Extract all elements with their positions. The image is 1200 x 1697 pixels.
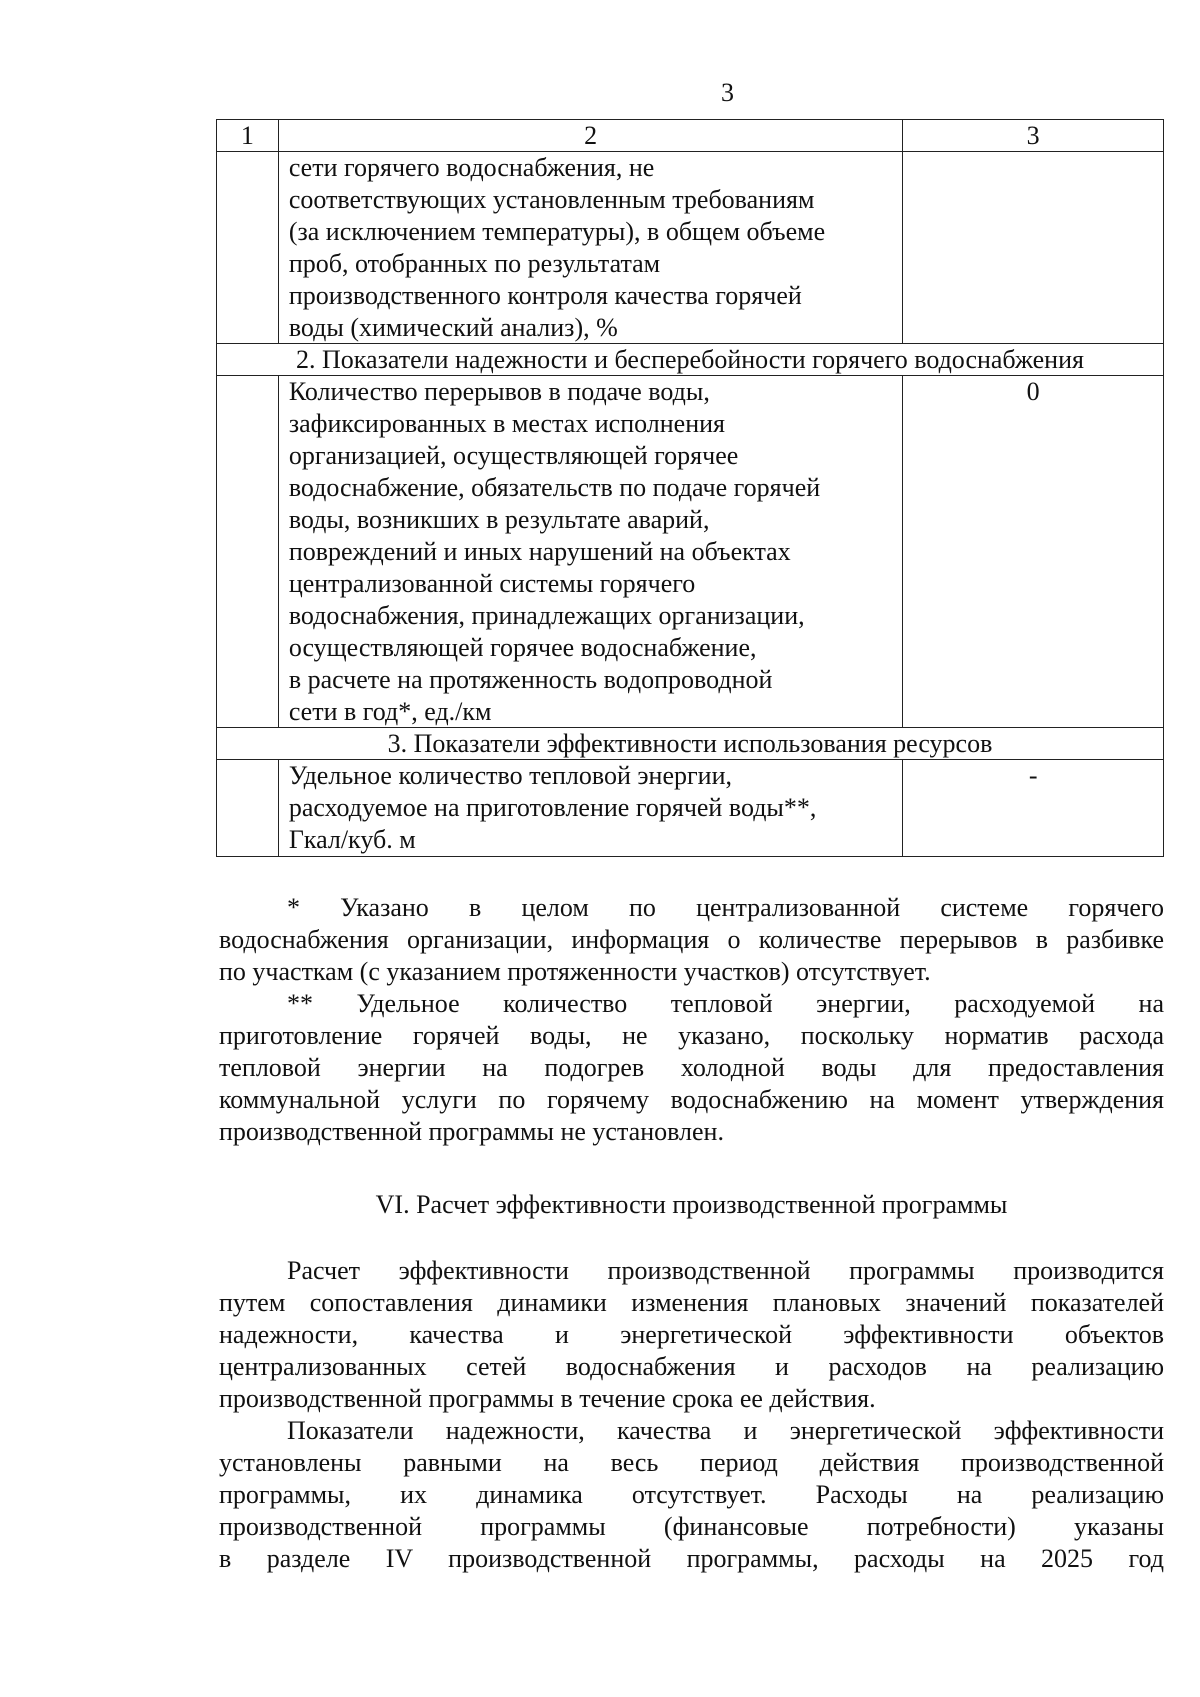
description-line: в расчете на протяженность водопроводной [288, 664, 773, 694]
table-header-cell: 2 [278, 120, 903, 152]
footnote-line: водоснабжения организации, информация о количестве перерывов в разбивке [219, 925, 1164, 954]
description-line: зафиксированных в местах исполнения [288, 409, 726, 439]
description-line: повреждений и иных нарушений на объектах [288, 536, 791, 566]
indicator-description-cell [278, 760, 903, 857]
paragraph-line: Расчет эффективности производственной программы производится [287, 1256, 1164, 1285]
description-line: производственного контроля качества горячей [288, 280, 802, 310]
description-line: Гкал/куб. м [288, 825, 416, 855]
paragraph-line: производственной программы в течение срока ее действия. [219, 1384, 876, 1413]
indicator-description-cell [278, 376, 903, 728]
table-section-row [217, 344, 1164, 376]
paragraph-line: в разделе IV производственной программы, расходы на 2025 год [219, 1544, 1164, 1573]
indicators-table [216, 119, 1164, 857]
section-title: VI. Расчет эффективности производственной программы [375, 1190, 1008, 1219]
paragraph-line: производственной программы (финансовые потребности) указаны [219, 1512, 1164, 1541]
description-line: проб, отобранных по результатам [288, 248, 661, 278]
description-line: воды, возникших в результате аварий, [288, 505, 710, 535]
indicator-value-cell: - [903, 760, 1164, 857]
paragraph-line: установлены равными на весь период действия производственной [219, 1448, 1164, 1477]
section-heading-cell: 2. Показатели надежности и бесперебойности горячего водоснабжения [217, 344, 1164, 376]
table-row [217, 376, 1164, 728]
table-section-row [217, 728, 1164, 760]
paragraph-line: Показатели надежности, качества и энергетической эффективности [287, 1416, 1164, 1445]
footnote-line: ** Удельное количество тепловой энергии, расходуемой на [287, 989, 1164, 1018]
row-number-cell [217, 760, 279, 857]
description-line: Количество перерывов в подаче воды, [288, 377, 710, 407]
indicator-value-cell: 0 [903, 376, 1164, 728]
description-line: водоснабжение, обязательств по подаче горячей [288, 473, 821, 503]
footnote [219, 988, 1164, 1148]
body-paragraphs [219, 1255, 1164, 1575]
table-row [217, 760, 1164, 857]
table-header-cell: 1 [217, 120, 279, 152]
section-heading-cell: 3. Показатели эффективности использования ресурсов [217, 728, 1164, 760]
footnote-line: тепловой энергии на подогрев холодной воды для предоставления [219, 1053, 1164, 1082]
table-header-cell: 3 [903, 120, 1164, 152]
footnote-line: приготовление горячей воды, не указано, поскольку норматив расхода [219, 1021, 1164, 1050]
description-line: соответствующих установленным требованиям [288, 184, 815, 214]
description-line: Удельное количество тепловой энергии, [288, 761, 732, 791]
description-line: расходуемое на приготовление горячей воды**, [288, 793, 817, 823]
footnotes [219, 892, 1164, 1148]
footnote [219, 892, 1164, 988]
description-line: сети горячего водоснабжения, не [288, 153, 655, 182]
description-line: (за исключением температуры), в общем объеме [288, 216, 826, 246]
indicator-value-cell [903, 152, 1164, 344]
footnote-line: коммунальной услуги по горячему водоснабжению на момент утверждения [219, 1085, 1164, 1114]
paragraph-line: путем сопоставления динамики изменения плановых значений показателей [219, 1288, 1164, 1317]
paragraph-line: централизованных сетей водоснабжения и расходов на реализацию [219, 1352, 1164, 1381]
footnote-line: производственной программы не установлен. [219, 1117, 724, 1146]
description-line: централизованной системы горячего [288, 568, 696, 598]
description-line: осуществляющей горячее водоснабжение, [288, 632, 757, 662]
paragraph-line: надежности, качества и энергетической эффективности объектов [219, 1320, 1164, 1349]
description-line: сети в год*, ед./км [288, 696, 492, 726]
row-number-cell [217, 152, 279, 344]
paragraph [219, 1255, 1164, 1415]
description-line: организацией, осуществляющей горячее [288, 441, 739, 471]
row-number-cell [217, 376, 279, 728]
description-line: водоснабжения, принадлежащих организации, [288, 600, 805, 630]
table-header-row [217, 120, 1164, 152]
paragraph [219, 1415, 1164, 1575]
page-number: 3 [721, 78, 734, 107]
indicator-description-cell [278, 152, 903, 344]
paragraph-line: программы, их динамика отсутствует. Расходы на реализацию [219, 1480, 1164, 1509]
footnote-line: * Указано в целом по централизованной системе горячего [287, 893, 1164, 922]
table-row [217, 152, 1164, 344]
footnote-line: по участкам (с указанием протяженности участков) отсутствует. [219, 957, 931, 986]
description-line: воды (химический анализ), % [288, 312, 618, 342]
